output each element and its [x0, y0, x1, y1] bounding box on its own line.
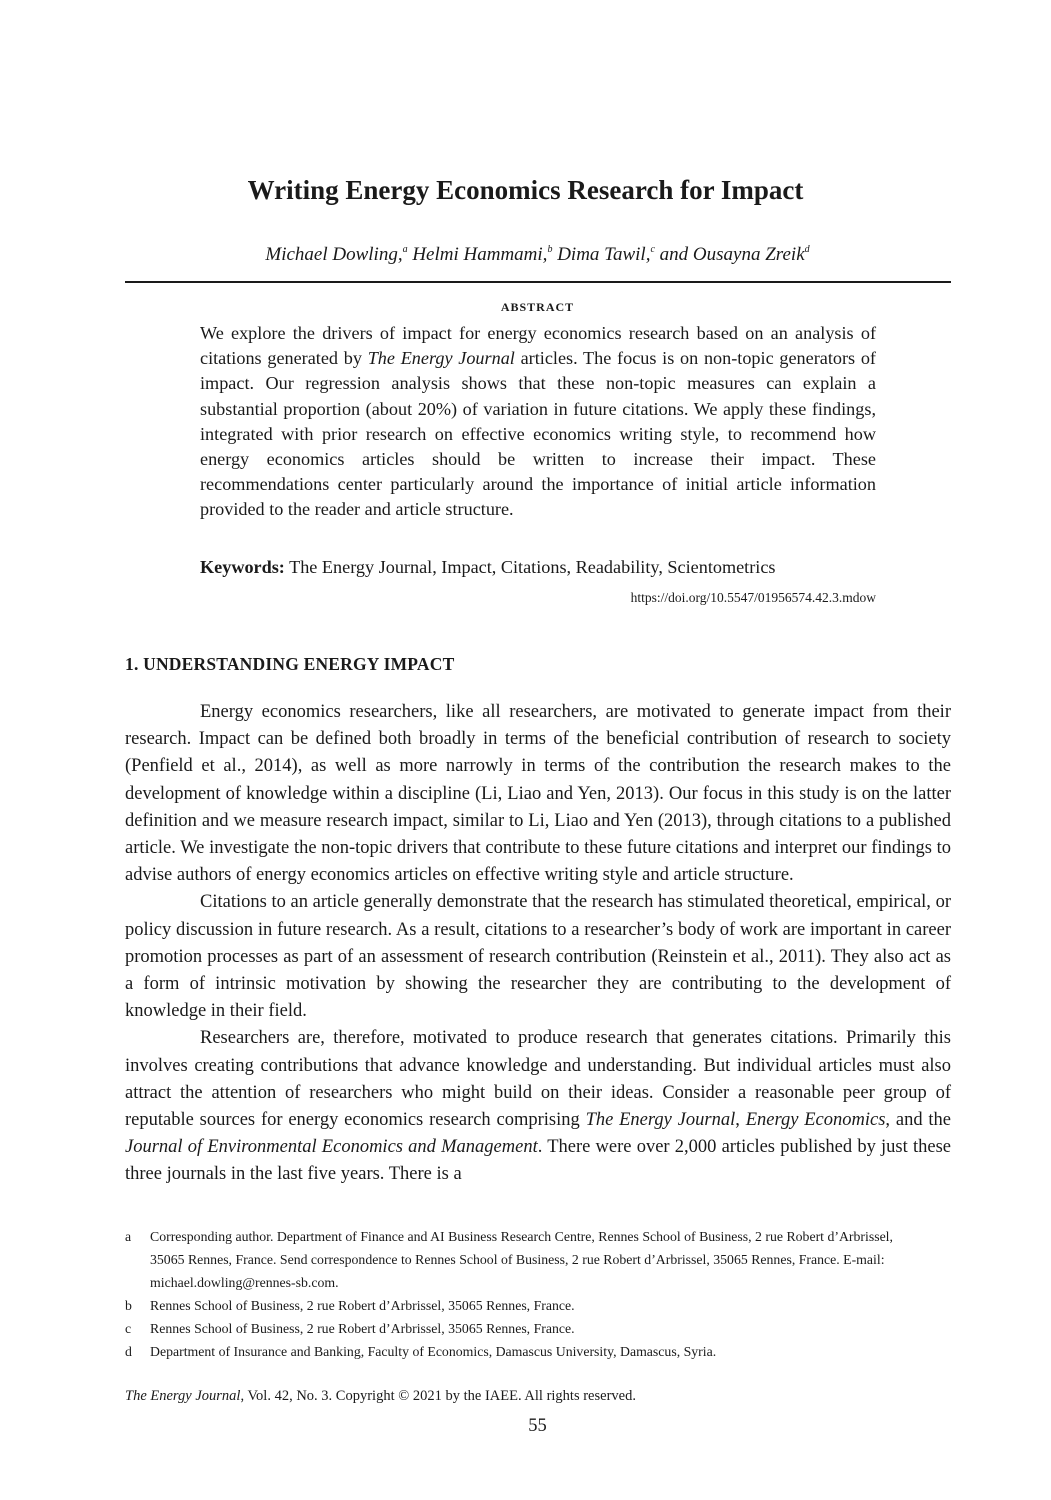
footnotes — [125, 1225, 951, 1363]
footnote — [125, 1317, 951, 1340]
doi-link[interactable]: https://doi.org/10.5547/01956574.42.3.mdow — [630, 590, 876, 605]
paragraph-text-part: . There were over 2,000 articles published by just these three journals in the last five years. There is a — [125, 1137, 951, 1185]
author-affiliation-mark: a — [402, 244, 408, 255]
footnote-mark: c — [125, 1321, 132, 1336]
section-heading: 1. UNDERSTANDING ENERGY IMPACT — [125, 654, 455, 674]
abstract-text-part: We explore the drivers of impact for energy economics research based on an analysis of citations generated by — [200, 323, 876, 369]
author-name: Michael Dowling, — [265, 244, 403, 265]
paragraph-text-part: , — [735, 1110, 746, 1131]
body-paragraph: Citations to an article generally demonstrate that the research has stimulated theoretical, empirical, or policy discussion in future research. As a result, citations to a researcher’s body of work are important in career promotion processes as part of an assessment of research contribution (Reinstein et al., 2011). They also act as a form of intrinsic motivation by showing the researcher they are contributing to the development of knowledge in their field. — [125, 892, 951, 1022]
author-list — [0, 242, 1051, 268]
paragraph-text-part: , and the — [885, 1110, 951, 1131]
keywords-label: Keywords: — [200, 557, 285, 577]
paragraph-text-part: Researchers are, therefore, motivated to produce research that generates citations. Primarily this involves creating contributions that advance knowledge and understanding. But individual articles must also attract the attention of researchers who might build on their ideas. Consider a reasonable peer group of reputable sources for energy economics research comprising — [125, 1028, 951, 1131]
copyright-text: , Vol. 42, No. 3. Copyright © 2021 by the IAEE. All rights reserved. — [240, 1388, 636, 1404]
abstract-heading: ABSTRACT — [500, 300, 575, 314]
author-affiliation-mark: c — [650, 244, 655, 255]
footnote-text: Department of Insurance and Banking, Faculty of Economics, Damascus University, Damascus, Syria. — [150, 1344, 717, 1359]
keywords-line — [200, 555, 876, 580]
header-divider — [125, 281, 951, 283]
footnote-text: Rennes School of Business, 2 rue Robert d’Arbrissel, 35065 Rennes, France. — [150, 1298, 575, 1313]
journal-name-italic: The Energy Journal — [367, 348, 515, 369]
author-name: Helmi Hammami, — [412, 244, 548, 265]
body-paragraph: Energy economics researchers, like all researchers, are motivated to generate impact from their research. Impact can be defined both broadly in terms of the beneficial contribution of research to society (Penfield et al., 2014), as well as more narrowly in terms of the contribution the research makes to the development of knowledge within a discipline (Li, Liao and Yen, 2013). Our focus in this study is on the latter definition and we measure research impact, similar to Li, Liao and Yen (2013), through citations to a published article. We investigate the non-topic drivers that contribute to these future citations and interpret our findings to advise authors of energy economics articles on effective writing style and article structure. — [125, 702, 951, 886]
journal-name-italic: Energy Economics — [745, 1110, 886, 1131]
footnote — [125, 1294, 951, 1317]
abstract-text — [200, 321, 876, 523]
journal-name-italic: The Energy Journal — [585, 1110, 736, 1131]
journal-name-italic: The Energy Journal — [125, 1388, 241, 1404]
author-affiliation-mark: b — [547, 244, 553, 255]
footnote — [125, 1225, 951, 1294]
keywords-list: The Energy Journal, Impact, Citations, Readability, Scientometrics — [284, 557, 776, 577]
footnote-text: Rennes School of Business, 2 rue Robert d’Arbrissel, 35065 Rennes, France. — [150, 1321, 575, 1336]
footnote-mark: b — [125, 1298, 132, 1313]
journal-footer — [125, 1386, 636, 1406]
footnote — [125, 1340, 951, 1363]
footnote-mark: d — [125, 1344, 132, 1359]
author-name: and Ousayna Zreik — [659, 244, 805, 265]
footnote-mark: a — [125, 1229, 132, 1244]
body-paragraph — [125, 1025, 951, 1188]
journal-name-italic: Journal of Environmental Economics and Management — [125, 1137, 538, 1158]
author-affiliation-mark: d — [804, 244, 810, 255]
author-name: Dima Tawil, — [557, 244, 651, 265]
footnote-text: Corresponding author. Department of Finance and AI Business Research Centre, Rennes School of Business, 2 rue Robert d’Arbrissel, 35065 Rennes, France. Send correspondence to Rennes School of Business, 2 rue Robert d’Arbrissel, 35065 Rennes, France. E-mail: michael.dowling@rennes-sb.com. — [150, 1229, 893, 1290]
body-text — [125, 699, 951, 1189]
page-number: 55 — [528, 1416, 547, 1436]
abstract-text-part: articles. The focus is on non-topic generators of impact. Our regression analysis shows that these non-topic measures can explain a substantial proportion (about 20%) of variation in future citations. We apply these findings, integrated with prior research on effective economics writing style, to recommend how energy economics articles should be written to increase their impact. These recommendations center particularly around the importance of initial article information provided to the reader and article structure. — [200, 348, 876, 520]
paper-title: Writing Energy Economics Research for Impact — [247, 175, 804, 205]
